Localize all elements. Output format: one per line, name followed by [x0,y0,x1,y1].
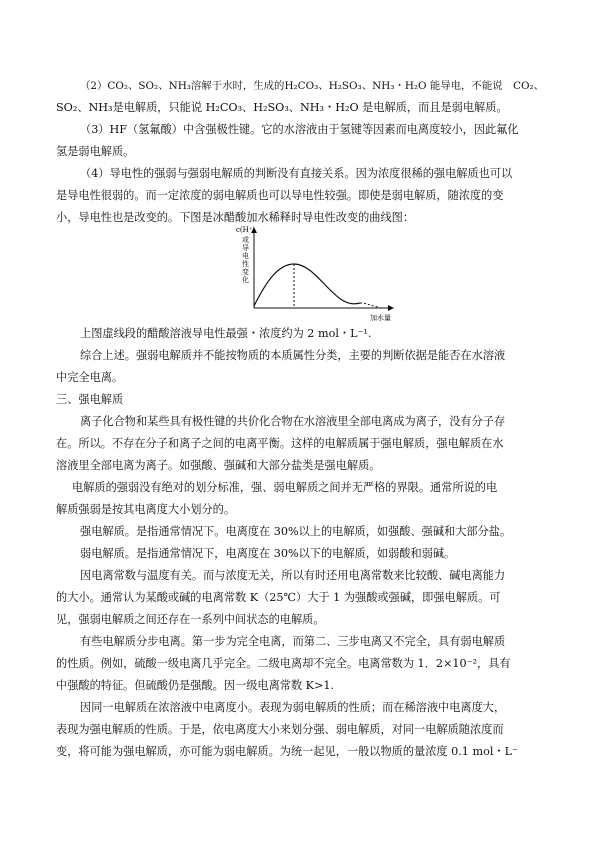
conductivity-dilution-figure [238,224,398,324]
conductivity-curve-tail [360,303,378,307]
y-axis-label-char: 电 [242,252,249,260]
summary-line-1: 综合上述。强弱电解质并不能按物质的本质属性分类，主要的判断依据是能否在水溶液 [80,349,506,362]
y-axis-label-char: 或 [242,236,249,244]
x-axis-label: 加水量 [370,314,391,322]
summary-line-2: 中完全电离。 [56,371,124,384]
para-a-line-2: 在。所以。不存在分子和离子之间的电离平衡。这样的电解质属于强电解质，强电解质在水 [56,437,504,450]
section-heading: 三、强电解质 [56,393,124,406]
paragraph-4-line-2: 是导电性很弱的。而一定浓度的弱电解质也可以导电性较强。即使是弱电解质，随浓度的变 [56,189,504,202]
para-b-line-2: 解质强弱是按其电离度大小划分的。 [56,503,236,516]
y-axis-label-top: c(H⁺) [236,226,256,234]
para-c-line-3: 见，强弱电解质之间还存在一系列中间状态的电解质。 [56,613,325,626]
strong-electrolyte-definition: 强电解质。是指通常情况下。电离度在 30%以上的电解质，如强酸、强碱和大部分盐。 [80,525,512,538]
conductivity-curve-graph [238,224,398,324]
para-a-line-1: 离子化合物和某些具有极性键的共价化合物在水溶液里全部电离成为离子，没有分子存 [80,415,506,428]
y-axis-label-char: 性 [242,260,249,268]
y-axis-label-char: 化 [242,276,249,284]
conductivity-curve [254,264,360,306]
para-c-line-1: 因电离常数与温度有关。而与浓度无关，所以有时还用电离常数来比较酸、碱电离能力 [80,569,506,582]
para-e-line-1: 因同一电解质在浓溶液中电离度小。表现为弱电解质的性质；而在稀溶液中电离度大， [80,701,506,714]
para-d-line-2: 的性质。例如，硫酸一级电离几乎完全。二级电离却不完全。电离常数为 1．2×10⁻²，具有 [56,657,511,670]
paragraph-4-line-3: 小，导电性也是改变的。下图是冰醋酸加水稀释时导电性改变的曲线图： [56,211,415,224]
y-axis-label-char: 变 [242,268,249,276]
para-d-line-3: 中强酸的特征。但硫酸仍是强酸。因一级电离常数 K>1. [56,679,335,692]
paragraph-4-line-1: （4）导电性的强弱与强弱电解质的判断没有直接关系。因为浓度很稀的强电解质也可以 [80,167,513,180]
paragraph-3-line-1: （3）HF（氢氟酸）中含强极性键。它的水溶液由于氢键等因素而电离度较小，因此氟化 [80,123,519,136]
paragraph-2-line-2: SO₂、NH₃是电解质，只能说 H₂CO₃、H₂SO₃、NH₃・H₂O 是电解质，而且是弱电解质。 [56,101,508,114]
para-e-line-3: 变，将可能为强电解质，亦可能为弱电解质。为统一起见，一般以物质的量浓度 0.1 mol・L⁻ [56,745,518,758]
paragraph-2-line-1: （2）CO₂、SO₂、NH₃溶解于水时，生成的H₂CO₃、H₂SO₃、NH₃・H₂O 能导电，不能说 CO₂、 [80,80,545,92]
y-axis-label-char: 导 [242,244,249,252]
weak-electrolyte-definition: 弱电解质。是指通常情况下，电离度在 30%以下的电解质，如弱酸和弱碱。 [80,547,456,560]
para-c-line-2: 的大小。通常认为某酸或碱的电离常数 K（25℃）大于 1 为强酸或强碱，即强电解质。可 [56,591,501,604]
paragraph-3-line-2: 氢是弱电解质。 [56,145,135,158]
x-axis-arrow [388,305,394,311]
para-e-line-2: 表现为强电解质的性质。于是，依电离度大小来划分强、弱电解质，对同一电解质随浓度而 [56,723,504,736]
para-b-line-1: 电解质的强弱没有绝对的划分标准，强、弱电解质之间并无严格的界限。通常所说的电 [72,481,498,494]
para-d-line-1: 有些电解质分步电离。第一步为完全电离，而第二、三步电离又不完全，具有弱电解质 [80,635,506,648]
figure-caption: 上图虚线段的醋酸溶液导电性最强・浓度约为 2 mol・L⁻¹. [80,327,372,340]
para-a-line-3: 溶液里全部电离为离子。如强酸、强碱和大部分盐类是强电解质。 [56,459,381,472]
